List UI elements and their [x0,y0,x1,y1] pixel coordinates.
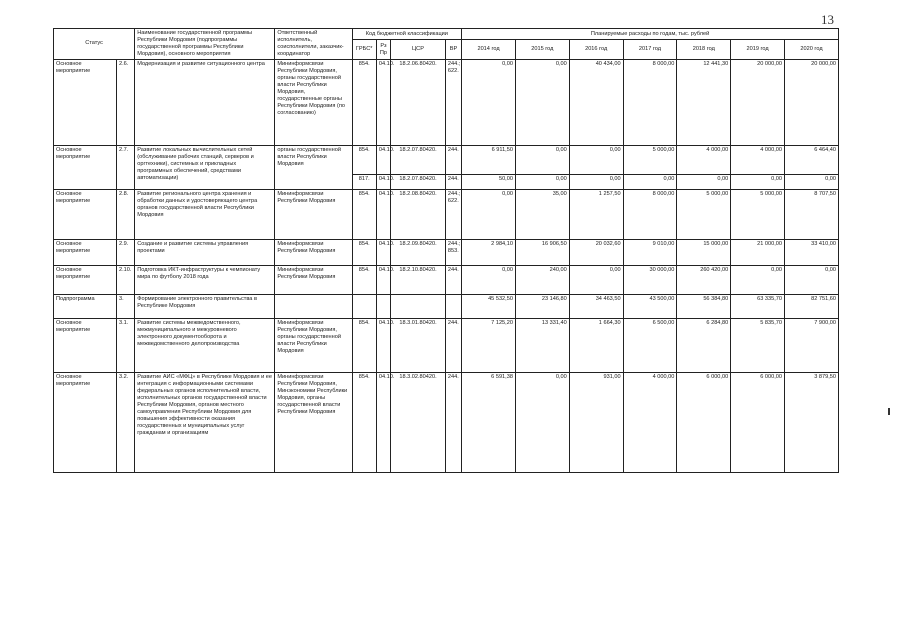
header-rz: Рз Пр [376,40,390,59]
row-grbs: 854. [352,372,376,472]
row-grbs [352,294,376,318]
row-value: 0,00 [569,145,623,174]
row-value: 0,00 [785,174,839,189]
row-value: 7 900,00 [785,318,839,372]
row-executor: Мининформсвязи Республики Мордовия [275,189,352,239]
header-year: 2019 год [731,40,785,59]
row-value: 0,00 [515,372,569,472]
row-name: Развитие регионального центра хранения и обработки данных и удостоверяющего центра органов государственной власти Республики Мордовия [135,189,275,239]
table-row [54,145,839,174]
row-rz [376,294,390,318]
row-csr: 18.2.07.80420. [391,145,446,174]
margin-mark [888,408,890,415]
row-value: 260 420,00 [677,265,731,294]
row-value: 34 463,50 [569,294,623,318]
row-index: 3. [116,294,134,318]
header-vr: ВР [445,40,461,59]
row-value: 0,00 [569,174,623,189]
row-index: 2.6. [116,59,134,145]
table-row [54,294,839,318]
row-csr: 18.2.09.80420. [391,239,446,265]
row-value: 56 384,80 [677,294,731,318]
row-status: Основное мероприятие [54,189,117,239]
row-value: 0,00 [462,265,516,294]
row-value: 4 000,00 [623,372,677,472]
row-name: Развитие локальных вычислительных сетей (обслуживание рабочих станций, серверов и оргтехники), системных и прикладных программных обеспечений, средствами автоматизации) [135,145,275,189]
header-year: 2018 год [677,40,731,59]
row-executor: Мининформсвязи Республики Мордовия [275,239,352,265]
row-value: 20 000,00 [731,59,785,145]
row-value: 6 284,80 [677,318,731,372]
row-value: 30 000,00 [623,265,677,294]
row-vr: 244.; 853. [445,239,461,265]
row-value: 0,00 [462,189,516,239]
row-index: 2.7. [116,145,134,189]
row-value: 8 707,50 [785,189,839,239]
row-value: 6 591,38 [462,372,516,472]
row-value: 8 000,00 [623,59,677,145]
row-executor [275,294,352,318]
header-year: 2014 год [462,40,516,59]
row-name: Модернизация и развитие ситуационного центра [135,59,275,145]
row-name: Развитие АИС «МФЦ» в Республике Мордовия и ее интеграция с информационными системами федеральных органов исполнительной власти, исполнительных органов государственной власти Республики Мордовия, органов местного самоуправления Республики Мордовия для повышения эффективности оказания государственных и муниципальных услуг гражданам и организациям [135,372,275,472]
row-value: 82 751,60 [785,294,839,318]
row-status: Основное мероприятие [54,145,117,189]
header-year: 2016 год [569,40,623,59]
row-csr: 18.3.01.80420. [391,318,446,372]
header-expenses: Планируемые расходы по годам, тыс. рублей [462,29,839,40]
row-value: 2 984,10 [462,239,516,265]
row-value: 0,00 [623,174,677,189]
row-value: 45 532,50 [462,294,516,318]
row-grbs: 817. [352,174,376,189]
row-value: 5 835,70 [731,318,785,372]
row-value: 20 000,00 [785,59,839,145]
row-value: 5 000,00 [623,145,677,174]
row-value: 3 879,50 [785,372,839,472]
row-index: 2.9. [116,239,134,265]
header-year: 2015 год [515,40,569,59]
header-executor: Ответственный исполнитель, соисполнители, заказчик-координатор [275,29,352,60]
row-vr: 244. [445,372,461,472]
row-value: 6 911,50 [462,145,516,174]
row-grbs: 854. [352,189,376,239]
row-status: Основное мероприятие [54,372,117,472]
row-vr: 244.; 622. [445,189,461,239]
row-rz: 04.10. [376,145,390,174]
row-vr [445,294,461,318]
row-value: 1 664,30 [569,318,623,372]
row-csr: 18.2.10.80420. [391,265,446,294]
row-value: 13 331,40 [515,318,569,372]
header-csr: ЦСР [391,40,446,59]
row-value: 43 500,00 [623,294,677,318]
row-value: 20 032,60 [569,239,623,265]
row-rz: 04.10. [376,189,390,239]
row-value: 5 000,00 [677,189,731,239]
row-value: 8 000,00 [623,189,677,239]
row-executor: Мининформсвязи Республики Мордовия [275,265,352,294]
row-value: 0,00 [677,174,731,189]
row-grbs: 854. [352,318,376,372]
row-value: 9 010,00 [623,239,677,265]
header-name: Наименование государственной программы Республики Мордовия (подпрограммы государственной программы Республики Мордовия), основного мероприятия [135,29,275,60]
header-grbs: ГРБС* [352,40,376,59]
row-index: 3.2. [116,372,134,472]
row-status: Основное мероприятие [54,59,117,145]
header-status: Статус [54,29,135,60]
row-value: 4 000,00 [677,145,731,174]
row-vr: 244. [445,318,461,372]
row-value: 63 335,70 [731,294,785,318]
row-value: 0,00 [462,59,516,145]
row-vr: 244. [445,265,461,294]
row-executor: Мининформсвязи Республики Мордовия, органы государственной власти Республики Мордовия [275,318,352,372]
row-name: Развитие системы межведомственного, межмуниципального и межуровневого электронного документооборота и межведомственного делопроизводства [135,318,275,372]
table-row [54,372,839,472]
row-status: Основное мероприятие [54,239,117,265]
row-value: 21 000,00 [731,239,785,265]
row-value: 0,00 [515,145,569,174]
header-row-1 [54,29,839,40]
row-executor: Мининформсвязи Республики Мордовия, Минэкономики Республики Мордовия, органы государственной власти Республики Мордовия [275,372,352,472]
row-value: 50,00 [462,174,516,189]
row-index: 3.1. [116,318,134,372]
row-value: 35,00 [515,189,569,239]
row-value: 0,00 [731,174,785,189]
row-value: 0,00 [785,265,839,294]
row-rz: 04.10. [376,265,390,294]
header-year: 2017 год [623,40,677,59]
row-value: 1 257,50 [569,189,623,239]
row-csr: 18.2.08.80420. [391,189,446,239]
row-rz: 04.10. [376,239,390,265]
row-value: 23 146,80 [515,294,569,318]
row-value: 16 906,50 [515,239,569,265]
row-executor: Мининформсвязи Республики Мордовия, органы государственной власти Республики Мордовия, государственные органы Республики Мордовия (по согласованию) [275,59,352,145]
row-vr: 244. [445,174,461,189]
row-status: Основное мероприятие [54,318,117,372]
row-rz: 04.10. [376,59,390,145]
row-status: Подпрограмма [54,294,117,318]
row-value: 0,00 [731,265,785,294]
row-grbs: 854. [352,239,376,265]
page-number: 13 [821,12,834,27]
row-value: 5 000,00 [731,189,785,239]
row-value: 0,00 [569,265,623,294]
table-row [54,265,839,294]
row-status: Основное мероприятие [54,265,117,294]
row-value: 7 125,20 [462,318,516,372]
row-rz: 04.10. [376,174,390,189]
row-name: Подготовка ИКТ-инфраструктуры к чемпионату мира по футболу 2018 года [135,265,275,294]
row-rz: 04.10. [376,318,390,372]
row-rz: 04.10. [376,372,390,472]
table-row [54,189,839,239]
row-index: 2.8. [116,189,134,239]
row-value: 6 464,40 [785,145,839,174]
row-name: Создание и развитие системы управления проектами [135,239,275,265]
table-row [54,239,839,265]
row-value: 4 000,00 [731,145,785,174]
header-year: 2020 год [785,40,839,59]
row-value: 6 000,00 [677,372,731,472]
table-row [54,318,839,372]
row-value: 0,00 [515,174,569,189]
header-budget-code: Код бюджетной классификации [352,29,462,40]
row-name: Формирование электронного правительства в Республике Мордовия [135,294,275,318]
row-value: 15 000,00 [677,239,731,265]
row-executor: органы государственной власти Республики Мордовия [275,145,352,189]
table-row [54,59,839,145]
row-value: 6 500,00 [623,318,677,372]
row-csr [391,294,446,318]
row-value: 931,00 [569,372,623,472]
row-csr: 18.3.02.80420. [391,372,446,472]
row-value: 33 410,00 [785,239,839,265]
row-value: 12 441,30 [677,59,731,145]
row-value: 240,00 [515,265,569,294]
row-vr: 244. [445,145,461,174]
row-value: 40 434,00 [569,59,623,145]
row-csr: 18.2.07.80420. [391,174,446,189]
row-index: 2.10. [116,265,134,294]
row-value: 6 000,00 [731,372,785,472]
row-grbs: 854. [352,265,376,294]
row-vr: 244.; 622. [445,59,461,145]
row-grbs: 854. [352,59,376,145]
row-value: 0,00 [515,59,569,145]
row-csr: 18.2.06.80420. [391,59,446,145]
budget-table [53,28,839,473]
row-grbs: 854. [352,145,376,174]
